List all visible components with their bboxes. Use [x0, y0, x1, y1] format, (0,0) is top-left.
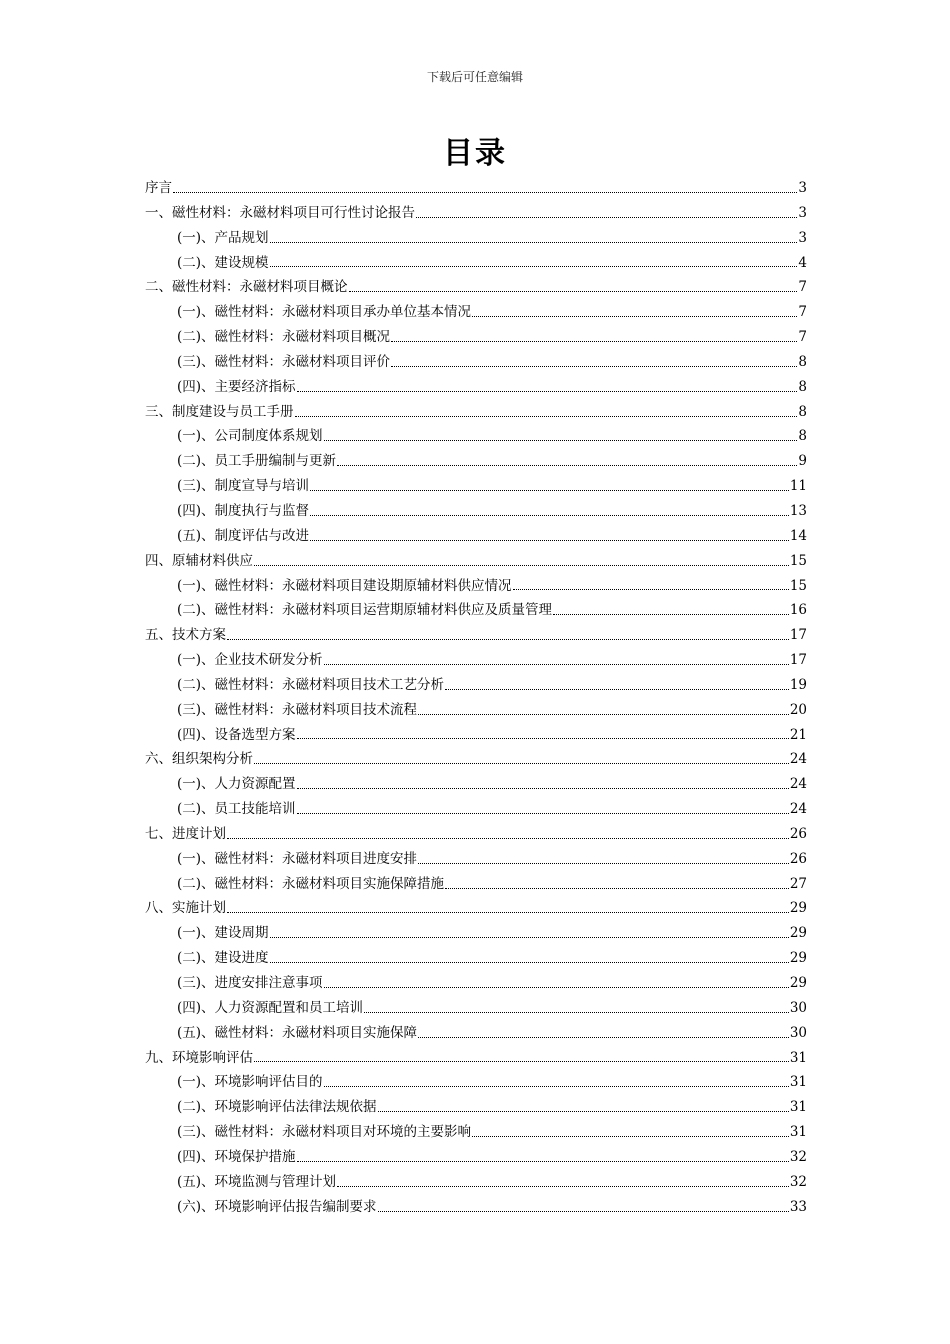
- toc-entry[interactable]: [145, 201, 807, 226]
- dot-leader: [310, 515, 789, 516]
- dot-leader: [445, 689, 789, 690]
- dot-leader: [418, 863, 789, 864]
- toc-entry-label: 三、制度建设与员工手册: [145, 403, 294, 420]
- toc-entry-page: 13: [789, 502, 807, 519]
- toc-entry-label: (一)、磁性材料：永磁材料项目承办单位基本情况: [177, 304, 472, 321]
- dot-leader: [310, 490, 789, 491]
- toc-entry[interactable]: [145, 524, 807, 549]
- toc-entry[interactable]: [145, 1046, 807, 1071]
- toc-entry[interactable]: [145, 648, 807, 673]
- toc-entry[interactable]: [145, 1120, 807, 1145]
- toc-entry[interactable]: [145, 1095, 807, 1120]
- toc-entry-label: (三)、磁性材料：永磁材料项目技术流程: [177, 701, 418, 718]
- toc-entry-label: (四)、环境保护措施: [177, 1148, 296, 1165]
- toc-entry[interactable]: [145, 574, 807, 599]
- toc-entry[interactable]: [145, 698, 807, 723]
- dot-leader: [324, 664, 789, 665]
- toc-entry[interactable]: [145, 400, 807, 425]
- toc-entry-page: 24: [789, 751, 807, 768]
- toc-entry-page: 33: [789, 1198, 807, 1215]
- toc-entry[interactable]: [145, 275, 807, 300]
- toc-entry-label: (三)、制度宣导与培训: [177, 478, 310, 495]
- toc-entry[interactable]: [145, 747, 807, 772]
- toc-entry[interactable]: [145, 822, 807, 847]
- toc-entry-label: 四、原辅材料供应: [145, 552, 253, 569]
- toc-entry-label: 一、磁性材料：永磁材料项目可行性讨论报告: [145, 204, 415, 221]
- dot-leader: [297, 788, 789, 789]
- toc-entry-page: 29: [789, 925, 807, 942]
- dot-leader: [324, 1086, 789, 1087]
- toc-entry-page: 9: [798, 453, 807, 470]
- toc-entry-page: 17: [789, 652, 807, 669]
- dot-leader: [337, 1186, 789, 1187]
- toc-entry-label: (一)、环境影响评估目的: [177, 1074, 323, 1091]
- toc-entry-page: 15: [789, 577, 807, 594]
- toc-entry[interactable]: [145, 896, 807, 921]
- toc-entry-label: 序言: [145, 180, 172, 196]
- toc-entry[interactable]: [145, 623, 807, 648]
- toc-entry-page: 21: [789, 726, 807, 743]
- page-header: 下载后可任意编辑: [426, 70, 523, 84]
- toc-entry[interactable]: [145, 499, 807, 524]
- dot-leader: [416, 217, 797, 218]
- toc-entry-page: 30: [789, 1024, 807, 1041]
- toc-entry-page: 3: [798, 204, 807, 221]
- toc-entry[interactable]: [145, 971, 807, 996]
- toc-entry[interactable]: [145, 723, 807, 748]
- toc-entry[interactable]: [145, 424, 807, 449]
- toc-entry-label: 九、环境影响评估: [145, 1049, 253, 1066]
- dot-leader: [270, 962, 789, 963]
- toc-entry[interactable]: [145, 996, 807, 1021]
- toc-entry[interactable]: [145, 772, 807, 797]
- toc-entry[interactable]: [145, 350, 807, 375]
- toc-entry[interactable]: [145, 325, 807, 350]
- dot-leader: [227, 912, 789, 913]
- dot-leader: [324, 987, 789, 988]
- toc-entry-page: 31: [789, 1124, 807, 1141]
- toc-entry-label: (二)、员工技能培训: [177, 801, 296, 818]
- toc-entry[interactable]: [145, 847, 807, 872]
- dot-leader: [297, 738, 789, 739]
- toc-entry[interactable]: [145, 449, 807, 474]
- dot-leader: [553, 614, 789, 615]
- toc-entry[interactable]: [145, 921, 807, 946]
- toc-entry-label: 五、技术方案: [145, 627, 226, 644]
- dot-leader: [418, 714, 789, 715]
- toc-entry[interactable]: [145, 1145, 807, 1170]
- dot-leader: [472, 316, 797, 317]
- toc-entry[interactable]: [145, 1195, 807, 1220]
- dot-leader: [378, 1211, 789, 1212]
- dot-leader: [418, 1037, 789, 1038]
- dot-leader: [513, 589, 789, 590]
- toc-entry-page: 32: [789, 1148, 807, 1165]
- dot-leader: [378, 1111, 789, 1112]
- toc-entry-label: (四)、制度执行与监督: [177, 502, 310, 519]
- dot-leader: [391, 341, 797, 342]
- toc-entry-label: (二)、环境影响评估法律法规依据: [177, 1099, 377, 1116]
- toc-entry-label: (一)、公司制度体系规划: [177, 428, 323, 445]
- toc-entry-page: 8: [798, 378, 807, 395]
- toc-entry[interactable]: [145, 797, 807, 822]
- dot-leader: [254, 565, 789, 566]
- dot-leader: [364, 1012, 789, 1013]
- toc-entry-page: 8: [798, 353, 807, 370]
- toc-entry-page: 24: [789, 801, 807, 818]
- toc-entry[interactable]: [145, 1170, 807, 1195]
- toc-entry-label: (二)、磁性材料：永磁材料项目实施保障措施: [177, 875, 445, 892]
- dot-leader: [324, 440, 798, 441]
- toc-entry-page: 29: [789, 975, 807, 991]
- toc-entry[interactable]: [145, 226, 807, 251]
- toc-entry-label: (二)、建设进度: [177, 950, 269, 967]
- toc-entry-page: 15: [789, 552, 807, 569]
- dot-leader: [445, 888, 789, 889]
- toc-entry-label: (一)、建设周期: [177, 925, 269, 942]
- toc-entry-page: 31: [789, 1074, 807, 1091]
- dot-leader: [173, 192, 797, 193]
- toc-entry-page: 31: [789, 1099, 807, 1116]
- toc-entry-page: 8: [798, 403, 807, 420]
- toc-entry-page: 26: [789, 825, 807, 842]
- page-title: 目录: [443, 136, 507, 171]
- toc-entry-label: (三)、磁性材料：永磁材料项目评价: [177, 353, 391, 370]
- toc-entry-label: (五)、环境监测与管理计划: [177, 1173, 337, 1190]
- toc-entry[interactable]: [145, 1070, 807, 1095]
- toc-entry[interactable]: [145, 375, 807, 400]
- toc-entry-page: 30: [789, 999, 807, 1016]
- toc-entry-page: 32: [789, 1173, 807, 1190]
- toc-entry[interactable]: [145, 598, 807, 623]
- toc-entry-label: (二)、磁性材料：永磁材料项目运营期原辅材料供应及质量管理: [177, 602, 553, 619]
- toc-entry-page: 7: [798, 329, 807, 346]
- dot-leader: [297, 391, 798, 392]
- toc-entry-label: (二)、磁性材料：永磁材料项目概况: [177, 329, 391, 346]
- dot-leader: [297, 1161, 789, 1162]
- dot-leader: [254, 763, 789, 764]
- toc-entry[interactable]: [145, 251, 807, 276]
- toc-entry-label: (一)、企业技术研发分析: [177, 652, 323, 669]
- toc-entry-page: 7: [798, 279, 807, 296]
- dot-leader: [297, 813, 789, 814]
- toc-entry[interactable]: [145, 176, 807, 201]
- dot-leader: [295, 416, 798, 417]
- dot-leader: [227, 838, 789, 839]
- dot-leader: [349, 291, 798, 292]
- dot-leader: [337, 465, 797, 466]
- toc-entry-page: 17: [789, 627, 807, 644]
- toc-entry-label: (一)、磁性材料：永磁材料项目进度安排: [177, 850, 418, 867]
- toc-entry-label: (一)、人力资源配置: [177, 776, 296, 793]
- toc-entry-page: 4: [798, 254, 807, 271]
- toc-entry[interactable]: [145, 549, 807, 574]
- toc-entry-page: 29: [789, 900, 807, 917]
- toc-entry-page: 20: [789, 701, 807, 718]
- toc-entry-page: 11: [789, 478, 807, 495]
- toc-entry-label: (四)、人力资源配置和员工培训: [177, 999, 364, 1016]
- toc-entry[interactable]: [145, 946, 807, 971]
- toc-entry[interactable]: [145, 474, 807, 499]
- toc-entry-label: (五)、制度评估与改进: [177, 527, 310, 544]
- dot-leader: [254, 1061, 789, 1062]
- toc-entry-page: 27: [789, 875, 807, 892]
- toc-entry-page: 14: [789, 527, 807, 544]
- toc-entry-label: (六)、环境影响评估报告编制要求: [177, 1198, 377, 1215]
- toc-entry-label: (四)、主要经济指标: [177, 378, 296, 395]
- toc-entry[interactable]: [145, 872, 807, 897]
- toc-entry-page: 8: [798, 428, 807, 445]
- toc-entry-label: (一)、产品规划: [177, 229, 269, 246]
- toc-entry-label: (三)、进度安排注意事项: [177, 975, 323, 991]
- toc-entry-page: 26: [789, 850, 807, 867]
- dot-leader: [270, 266, 798, 267]
- toc-entry-label: 二、磁性材料：永磁材料项目概论: [145, 279, 348, 296]
- toc-entry-label: 七、进度计划: [145, 825, 226, 842]
- toc-entry-page: 16: [789, 602, 807, 619]
- toc-entry-page: 3: [798, 180, 807, 196]
- toc-entry-label: (三)、磁性材料：永磁材料项目对环境的主要影响: [177, 1124, 472, 1141]
- toc-entry-page: 24: [789, 776, 807, 793]
- toc-entry-label: (四)、设备选型方案: [177, 726, 296, 743]
- toc-entry-label: 八、实施计划: [145, 900, 226, 917]
- dot-leader: [227, 639, 789, 640]
- toc-entry-page: 7: [798, 304, 807, 321]
- toc-entry[interactable]: [145, 673, 807, 698]
- toc-entry[interactable]: [145, 1021, 807, 1046]
- toc-entry-page: 31: [789, 1049, 807, 1066]
- dot-leader: [391, 366, 797, 367]
- toc-entry-label: (二)、建设规模: [177, 254, 269, 271]
- toc-entry-page: 3: [798, 229, 807, 246]
- toc-entry-label: (一)、磁性材料：永磁材料项目建设期原辅材料供应情况: [177, 577, 512, 594]
- toc-entry-label: (二)、磁性材料：永磁材料项目技术工艺分析: [177, 676, 445, 693]
- toc-entry-label: (五)、磁性材料：永磁材料项目实施保障: [177, 1024, 418, 1041]
- toc-entry[interactable]: [145, 300, 807, 325]
- toc-entry-page: 29: [789, 950, 807, 967]
- dot-leader: [270, 937, 789, 938]
- toc-entry-label: 六、组织架构分析: [145, 751, 253, 768]
- dot-leader: [310, 540, 789, 541]
- dot-leader: [472, 1136, 789, 1137]
- toc-entry-label: (二)、员工手册编制与更新: [177, 453, 337, 470]
- table-of-contents: [145, 176, 807, 1219]
- toc-entry-page: 19: [789, 676, 807, 693]
- dot-leader: [270, 242, 798, 243]
